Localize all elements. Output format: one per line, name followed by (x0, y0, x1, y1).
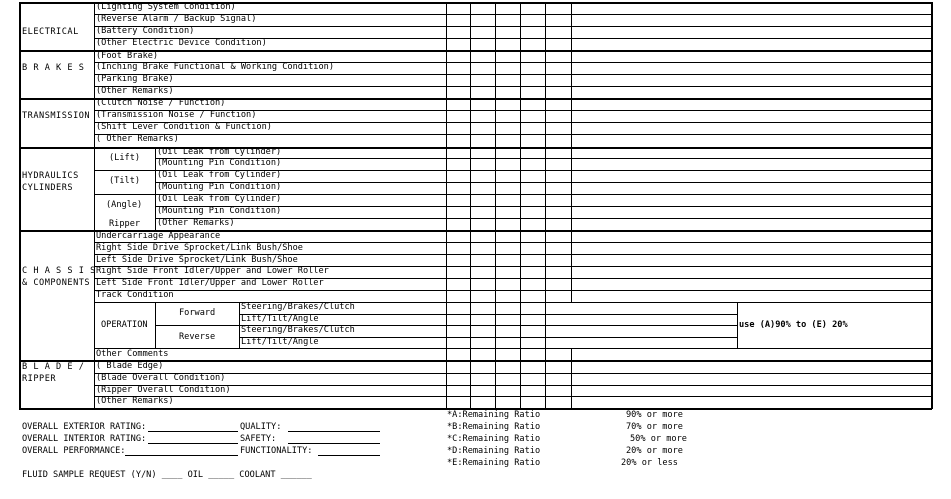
reverse-label: Reverse (179, 332, 216, 342)
legend-label: *B:Remaining Ratio (447, 422, 541, 432)
blade-item: (Ripper Overall Condition) (96, 385, 231, 395)
performance-rating-field[interactable] (125, 455, 238, 456)
hydraulics-tilt-label: (Tilt) (109, 176, 141, 186)
hydraulics-item: (Oil Leak from Cylinder) (157, 194, 282, 204)
blade-item: (Other Remarks) (96, 396, 174, 406)
legend-label: *E:Remaining Ratio (447, 458, 541, 468)
interior-rating-field[interactable] (148, 443, 238, 444)
use-note: use (A)90% to (E) 20% (739, 320, 848, 330)
electrical-label: ELECTRICAL (22, 27, 79, 37)
row-divider (94, 396, 932, 397)
legend-value: 70% or more (626, 422, 683, 432)
operation-item: Lift/Tilt/Angle (241, 314, 319, 324)
transmission-item: (Shift Lever Condition & Function) (96, 122, 272, 132)
legend-label: *D:Remaining Ratio (447, 446, 541, 456)
operation-item: Steering/Brakes/Clutch (241, 325, 355, 335)
functionality-field[interactable] (318, 455, 380, 456)
hydraulics-item: (Other Remarks) (157, 218, 235, 228)
chassis-label-2: & COMPONENTS (22, 278, 91, 288)
transmission-item: (Clutch Noise / Function) (96, 98, 226, 108)
electrical-item: (Reverse Alarm / Backup Signal) (96, 14, 257, 24)
brakes-label: B R A K E S (22, 63, 85, 73)
brakes-item: (Foot Brake) (96, 51, 159, 61)
blade-item: (Blade Overall Condition) (96, 373, 226, 383)
hydraulics-angle-label: (Angle) (106, 200, 143, 210)
brakes-item: (Parking Brake) (96, 74, 174, 84)
transmission-item: (Transmission Noise / Function) (96, 110, 257, 120)
quality-field[interactable] (288, 431, 380, 432)
functionality-label: FUNCTIONALITY: (240, 446, 313, 456)
legend-value: 50% or more (630, 434, 687, 444)
hydraulics-lift-label: (Lift) (109, 153, 141, 163)
blade-label-1: B L A D E / (22, 362, 85, 372)
legend-value: 90% or more (626, 410, 683, 420)
hydraulics-label-1: HYDRAULICS (22, 171, 79, 181)
blade-item: ( Blade Edge) (96, 361, 164, 371)
electrical-item: (Battery Condition) (96, 26, 195, 36)
hydraulics-label-2: CYLINDERS (22, 183, 74, 193)
legend-label: *A:Remaining Ratio (447, 410, 541, 420)
hydraulics-item: (Oil Leak from Cylinder) (157, 147, 282, 157)
safety-label: SAFETY: (240, 434, 277, 444)
chassis-item: Track Condition (96, 290, 174, 300)
electrical-item: (Lighting System Condition) (96, 2, 236, 12)
forward-label: Forward (179, 308, 216, 318)
exterior-rating-label: OVERALL EXTERIOR RATING: (22, 422, 147, 432)
hydraulics-ripper-label: Ripper (109, 219, 141, 229)
performance-rating-label: OVERALL PERFORMANCE: (22, 446, 126, 456)
safety-field[interactable] (288, 443, 380, 444)
chassis-label-1: C H A S S I S (22, 266, 96, 276)
other-comments-label: Other Comments (96, 349, 169, 359)
fluid-sample-request: FLUID SAMPLE REQUEST (Y/N) ____ OIL _____ COOLANT ______ (22, 470, 312, 480)
hydraulics-item: (Oil Leak from Cylinder) (157, 170, 282, 180)
legend-label: *C:Remaining Ratio (447, 434, 541, 444)
interior-rating-label: OVERALL INTERIOR RATING: (22, 434, 147, 444)
row-divider (94, 74, 932, 75)
brakes-item: (Other Remarks) (96, 86, 174, 96)
hydraulics-item: (Mounting Pin Condition) (157, 206, 282, 216)
transmission-item: ( Other Remarks) (96, 134, 179, 144)
row-divider (94, 290, 932, 291)
operation-item: Steering/Brakes/Clutch (241, 302, 355, 312)
chassis-item: Left Side Drive Sprocket/Link Bush/Shoe (96, 255, 298, 265)
transmission-label: TRANSMISSION (22, 111, 91, 121)
operation-item: Lift/Tilt/Angle (241, 337, 319, 347)
electrical-item: (Other Electric Device Condition) (96, 38, 267, 48)
row-divider (94, 134, 932, 135)
row-divider (94, 302, 932, 303)
quality-label: QUALITY: (240, 422, 282, 432)
row-divider (94, 26, 932, 27)
chassis-item: Right Side Drive Sprocket/Link Bush/Shoe (96, 243, 303, 253)
row-divider (155, 218, 932, 219)
legend-value: 20% or more (626, 446, 683, 456)
row-divider (94, 86, 932, 87)
hydraulics-item: (Mounting Pin Condition) (157, 182, 282, 192)
brakes-item: (Inching Brake Functional & Working Condition) (96, 62, 334, 72)
blade-label-2: RIPPER (22, 374, 57, 384)
chassis-item: Left Side Front Idler/Upper and Lower Roller (96, 278, 324, 288)
row-divider (94, 348, 932, 349)
legend-value: 20% or less (621, 458, 678, 468)
chassis-item: Right Side Front Idler/Upper and Lower Roller (96, 266, 329, 276)
chassis-item: Undercarriage Appearance (96, 231, 221, 241)
hydraulics-item: (Mounting Pin Condition) (157, 158, 282, 168)
operation-label: OPERATION (101, 320, 148, 330)
exterior-rating-field[interactable] (148, 431, 238, 432)
